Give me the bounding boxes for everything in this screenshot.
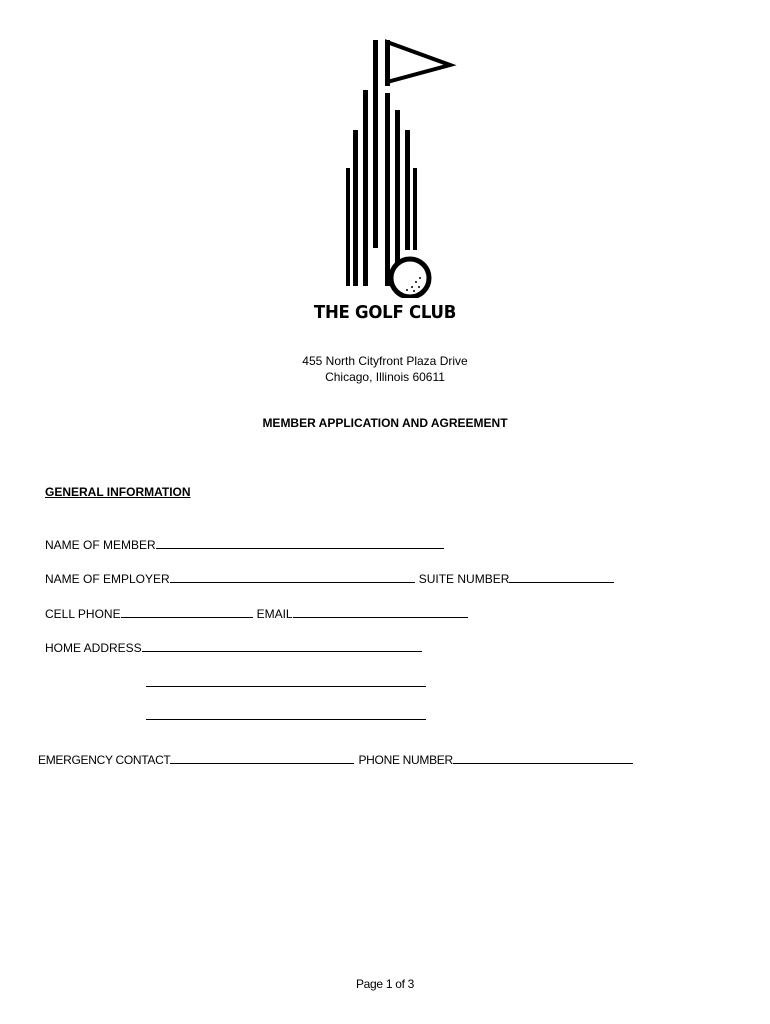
home-address-row-2 [146, 674, 426, 690]
home-address-field-3[interactable] [146, 707, 426, 720]
member-name-field[interactable] [156, 536, 444, 549]
home-address-row [45, 639, 422, 655]
cell-phone-label: CELL PHONE [45, 607, 121, 621]
emergency-row [38, 751, 633, 767]
page-number: Page 1 of 3 [355, 977, 415, 991]
golf-club-logo [330, 38, 470, 298]
home-address-label: HOME ADDRESS [45, 641, 142, 655]
employer-name-label: NAME OF EMPLOYER [45, 572, 170, 586]
phone-number-field[interactable] [453, 751, 633, 764]
suite-number-label: SUITE NUMBER [418, 572, 510, 586]
email-label: EMAIL [256, 607, 293, 621]
employer-row [45, 570, 614, 586]
home-address-field-1[interactable] [142, 639, 422, 652]
address-line-1: 455 North Cityfront Plaza Drive [302, 354, 468, 368]
section-heading: GENERAL INFORMATION [45, 485, 191, 499]
employer-name-field[interactable] [170, 570, 415, 583]
phone-number-label: PHONE NUMBER [358, 753, 453, 767]
logo-text: THE GOLF CLUB [313, 302, 457, 323]
home-address-field-2[interactable] [146, 674, 426, 687]
address-line-2: Chicago, Illinois 60611 [325, 370, 445, 384]
email-field[interactable] [293, 605, 468, 618]
member-name-row [45, 536, 444, 552]
contact-row [45, 605, 468, 621]
suite-number-field[interactable] [509, 570, 614, 583]
emergency-contact-label: EMERGENCY CONTACT [38, 753, 171, 767]
emergency-contact-field[interactable] [170, 751, 354, 764]
cell-phone-field[interactable] [121, 605, 253, 618]
document-title: MEMBER APPLICATION AND AGREEMENT [262, 416, 508, 430]
home-address-row-3 [146, 707, 426, 723]
member-name-label: NAME OF MEMBER [45, 538, 156, 552]
